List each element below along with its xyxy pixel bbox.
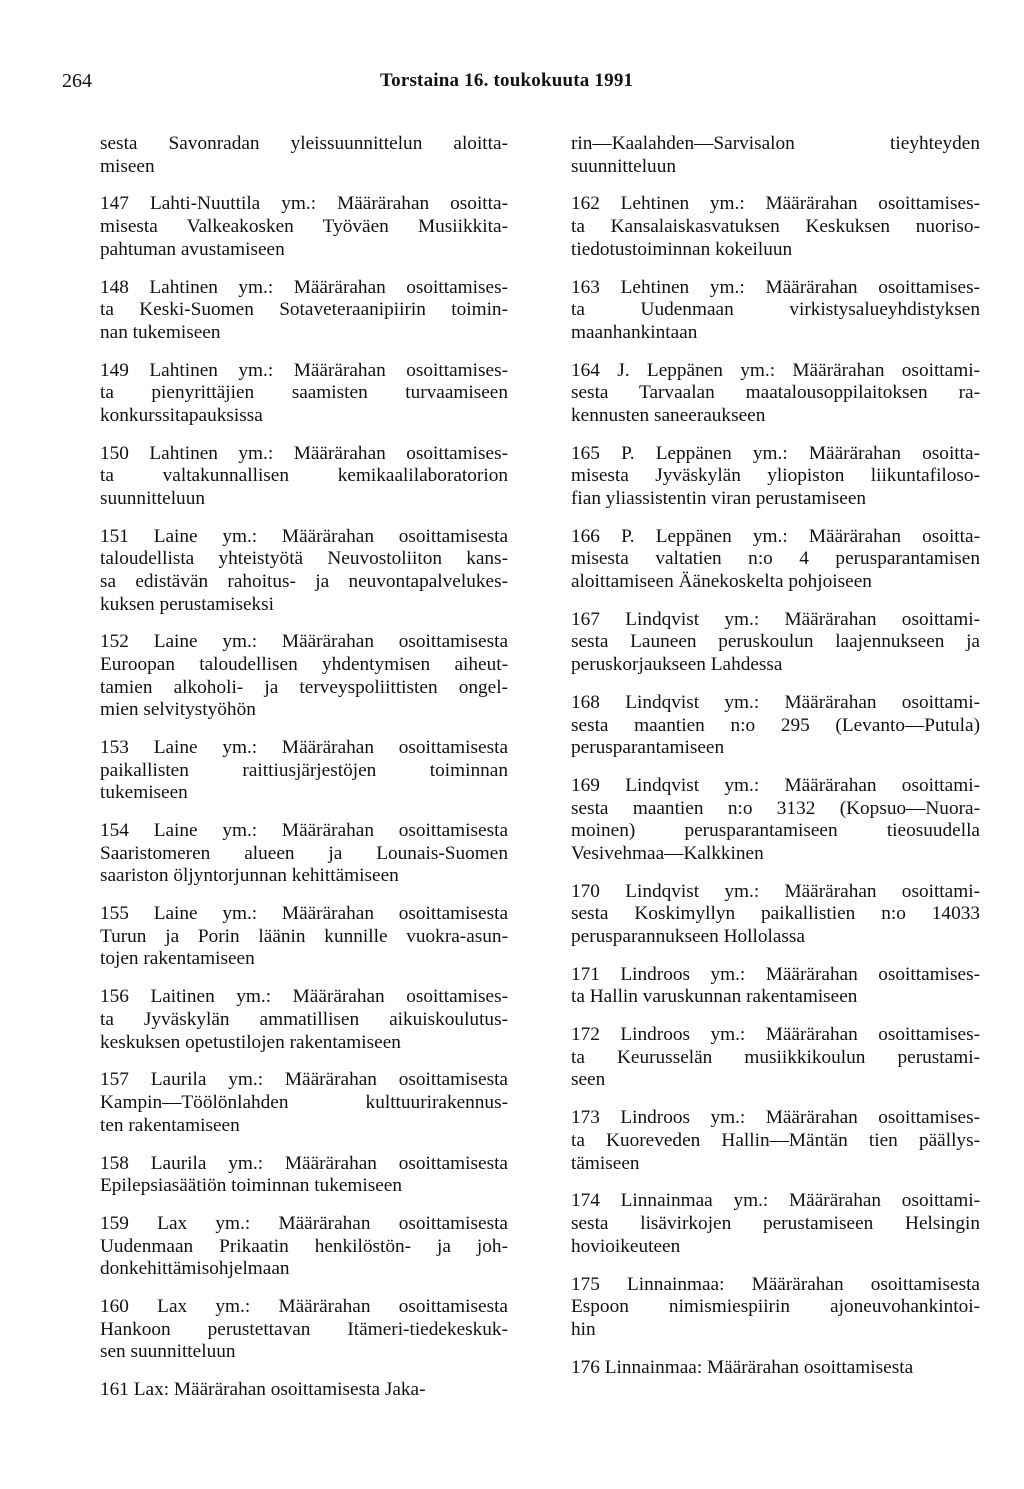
text-line: misesta Valkeakosken Työväen Musiikkita-	[100, 216, 508, 238]
motion-entry	[571, 692, 980, 760]
text-line: rin—Kaalahden—Sarvisalon tieyhteyden	[571, 133, 980, 154]
text-line: maanhankintaan	[571, 321, 698, 343]
text-line: sesta Launeen peruskoulun laajennukseen ja	[571, 631, 980, 653]
text-line: nan tukemiseen	[100, 321, 221, 343]
motion-entry	[100, 1069, 508, 1137]
motion-entry	[571, 133, 980, 178]
text-line: keskuksen opetustilojen rakentamiseen	[100, 1031, 401, 1053]
text-line: sesta lisävirkojen perustamiseen Helsingin	[571, 1213, 980, 1235]
text-line: 158 Laurila ym.: Määrärahan osoittamisesta	[100, 1152, 508, 1174]
text-line: 150 Lahtinen ym.: Määrärahan osoittamises-	[100, 442, 508, 464]
text-line: ta Uudenmaan virkistysalueyhdistyksen	[571, 299, 980, 321]
motion-entry	[100, 1213, 508, 1281]
motion-entry	[571, 1190, 980, 1258]
text-line: 174 Linnainmaa ym.: Määrärahan osoittami-	[571, 1190, 980, 1212]
motion-entry	[100, 133, 508, 178]
text-line: 154 Laine ym.: Määrärahan osoittamisesta	[100, 820, 508, 842]
text-line: 167 Lindqvist ym.: Määrärahan osoittami-	[571, 608, 980, 630]
text-line: paikallisten raittiusjärjestöjen toiminnan	[100, 759, 508, 781]
text-line: ta Keurusselän musiikkikoulun perustami-	[571, 1046, 980, 1068]
motion-entry	[571, 609, 980, 677]
text-line: ta pienyrittäjien saamisten turvaamiseen	[100, 382, 508, 404]
text-line: konkurssitapauksissa	[100, 404, 263, 426]
text-line: 173 Lindroos ym.: Määrärahan osoittamises-	[571, 1107, 980, 1129]
text-line: tojen rakentamiseen	[100, 948, 255, 970]
motion-entry	[571, 1274, 980, 1342]
text-line: perusparannukseen Hollolassa	[571, 925, 805, 947]
text-line: suunnitteluun	[571, 155, 676, 177]
text-line: tukemiseen	[100, 782, 188, 804]
motion-entry	[100, 820, 508, 888]
left-column	[100, 133, 508, 1417]
text-line: 156 Laitinen ym.: Määrärahan osoittamises-	[100, 986, 508, 1008]
text-line: Euroopan taloudellisen yhdentymisen aiheut-	[100, 654, 508, 676]
text-line: ten rakentamiseen	[100, 1114, 240, 1136]
text-line: kennusten saneeraukseen	[571, 404, 766, 426]
text-line: 152 Laine ym.: Määrärahan osoittamisesta	[100, 631, 508, 653]
text-line: aloittamiseen Äänekoskelta pohjoiseen	[571, 570, 872, 592]
motion-entry	[100, 193, 508, 261]
text-line: sesta Koskimyllyn paikallistien n:o 14033	[571, 903, 980, 925]
text-line: misesta Jyväskylän yliopiston liikuntafiloso-	[571, 465, 980, 487]
text-line: 163 Lehtinen ym.: Määrärahan osoittamises-	[571, 276, 980, 298]
page-header	[0, 70, 1024, 100]
motion-entry	[571, 775, 980, 865]
motion-entry	[571, 443, 980, 511]
motion-entry	[100, 1153, 508, 1198]
text-line: fian yliassistentin viran perustamiseen	[571, 487, 867, 509]
text-line: sa edistävän rahoitus- ja neuvontapalvelukes-	[100, 570, 508, 592]
right-column	[571, 133, 980, 1394]
text-line: perusparantamiseen	[571, 737, 725, 759]
motion-entry	[571, 526, 980, 594]
text-line: kuksen perustamiseksi	[100, 593, 275, 615]
motion-entry	[100, 631, 508, 721]
motion-entry	[571, 1107, 980, 1175]
text-line: 161 Lax: Määrärahan osoittamisesta Jaka-	[100, 1379, 426, 1401]
text-line: hin	[571, 1318, 596, 1340]
text-line: donkehittämisohjelmaan	[100, 1258, 290, 1280]
text-line: 159 Lax ym.: Määrärahan osoittamisesta	[100, 1213, 508, 1235]
text-line: ta Keski-Suomen Sotaveteraanipiirin toimin-	[100, 299, 508, 321]
motion-entry	[100, 277, 508, 345]
text-line: Hankoon perustettavan Itämeri-tiedekeskuk-	[100, 1318, 508, 1340]
running-head: Torstaina 16. toukokuuta 1991	[380, 70, 634, 91]
text-line: 157 Laurila ym.: Määrärahan osoittamisesta	[100, 1069, 508, 1091]
text-line: moinen) perusparantamiseen tieosuudella	[571, 820, 980, 842]
motion-entry	[100, 903, 508, 971]
text-line: ta Hallin varuskunnan rakentamiseen	[571, 986, 858, 1008]
text-line: 153 Laine ym.: Määrärahan osoittamisesta	[100, 737, 508, 759]
text-line: sesta Tarvaalan maatalousoppilaitoksen ra-	[571, 382, 980, 404]
text-line: taloudellista yhteistyötä Neuvostoliiton kans-	[100, 548, 508, 570]
motion-entry	[100, 1296, 508, 1364]
text-line: sen suunnitteluun	[100, 1341, 236, 1363]
text-line: 162 Lehtinen ym.: Määrärahan osoittamises-	[571, 193, 980, 215]
text-line: ta Kansalaiskasvatuksen Keskuksen nuoriso-	[571, 216, 980, 238]
text-line: Vesivehmaa—Kalkkinen	[571, 842, 764, 864]
motion-entry	[100, 526, 508, 616]
motion-entry	[571, 964, 980, 1009]
motion-entry	[571, 193, 980, 261]
text-line: 176 Linnainmaa: Määrärahan osoittamisesta	[571, 1356, 914, 1378]
text-line: saariston öljyntorjunnan kehittämiseen	[100, 865, 399, 887]
motion-entry	[571, 360, 980, 428]
text-line: 147 Lahti-Nuuttila ym.: Määrärahan osoitta-	[100, 193, 508, 215]
text-line: Epilepsiasäätiön toiminnan tukemiseen	[100, 1175, 403, 1197]
text-line: suunnitteluun	[100, 487, 205, 509]
text-line: tiedotustoiminnan kokeiluun	[571, 238, 793, 260]
motion-entry	[571, 881, 980, 949]
text-line: hovioikeuteen	[571, 1235, 681, 1257]
text-line: Saaristomeren alueen ja Lounais-Suomen	[100, 842, 508, 864]
text-line: 172 Lindroos ym.: Määrärahan osoittamises-	[571, 1024, 980, 1046]
text-line: 151 Laine ym.: Määrärahan osoittamisesta	[100, 525, 508, 547]
text-line: 169 Lindqvist ym.: Määrärahan osoittami-	[571, 775, 980, 797]
motion-entry	[571, 1357, 980, 1380]
text-line: sesta maantien n:o 3132 (Kopsuo—Nuora-	[571, 797, 980, 819]
motion-entry	[571, 277, 980, 345]
text-line: ta Jyväskylän ammatillisen aikuiskoulutus-	[100, 1008, 508, 1030]
text-line: 155 Laine ym.: Määrärahan osoittamisesta	[100, 903, 508, 925]
text-line: 148 Lahtinen ym.: Määrärahan osoittamises-	[100, 276, 508, 298]
text-line: 168 Lindqvist ym.: Määrärahan osoittami-	[571, 691, 980, 713]
motion-entry	[100, 360, 508, 428]
motion-entry	[100, 986, 508, 1054]
text-line: 149 Lahtinen ym.: Määrärahan osoittamises-	[100, 359, 508, 381]
text-line: sesta Savonradan yleissuunnittelun aloitta-	[100, 133, 508, 154]
text-line: pahtuman avustamiseen	[100, 238, 285, 260]
text-line: 160 Lax ym.: Määrärahan osoittamisesta	[100, 1296, 508, 1318]
page-number: 264	[62, 70, 92, 92]
text-line: Kampin—Töölönlahden kulttuurirakennus-	[100, 1092, 508, 1114]
text-line: peruskorjaukseen Lahdessa	[571, 654, 783, 676]
motion-entry	[100, 1379, 508, 1402]
text-line: 165 P. Leppänen ym.: Määrärahan osoitta-	[571, 442, 980, 464]
text-line: 175 Linnainmaa: Määrärahan osoittamisesta	[571, 1273, 980, 1295]
text-line: Turun ja Porin läänin kunnille vuokra-asun-	[100, 925, 508, 947]
motion-entry	[571, 1024, 980, 1092]
text-line: 164 J. Leppänen ym.: Määrärahan osoittami-	[571, 359, 980, 381]
text-line: Uudenmaan Prikaatin henkilöstön- ja joh-	[100, 1235, 508, 1257]
text-line: ta Kuoreveden Hallin—Mäntän tien päällys-	[571, 1129, 980, 1151]
text-line: ta valtakunnallisen kemikaalilaboratorion	[100, 465, 508, 487]
motion-entry	[100, 737, 508, 805]
text-line: tämiseen	[571, 1152, 640, 1174]
motion-entry	[100, 443, 508, 511]
text-line: seen	[571, 1069, 606, 1091]
text-line: 166 P. Leppänen ym.: Määrärahan osoitta-	[571, 525, 980, 547]
text-line: Espoon nimismiespiirin ajoneuvohankintoi-	[571, 1296, 980, 1318]
text-line: tamien alkoholi- ja terveyspoliittisten ongel-	[100, 676, 508, 698]
text-line: sesta maantien n:o 295 (Levanto—Putula)	[571, 714, 980, 736]
text-line: mien selvitystyöhön	[100, 699, 256, 721]
text-line: misesta valtatien n:o 4 perusparantamisen	[571, 548, 980, 570]
text-line: miseen	[100, 155, 155, 177]
text-line: 170 Lindqvist ym.: Määrärahan osoittami-	[571, 880, 980, 902]
text-line: 171 Lindroos ym.: Määrärahan osoittamises-	[571, 963, 980, 985]
